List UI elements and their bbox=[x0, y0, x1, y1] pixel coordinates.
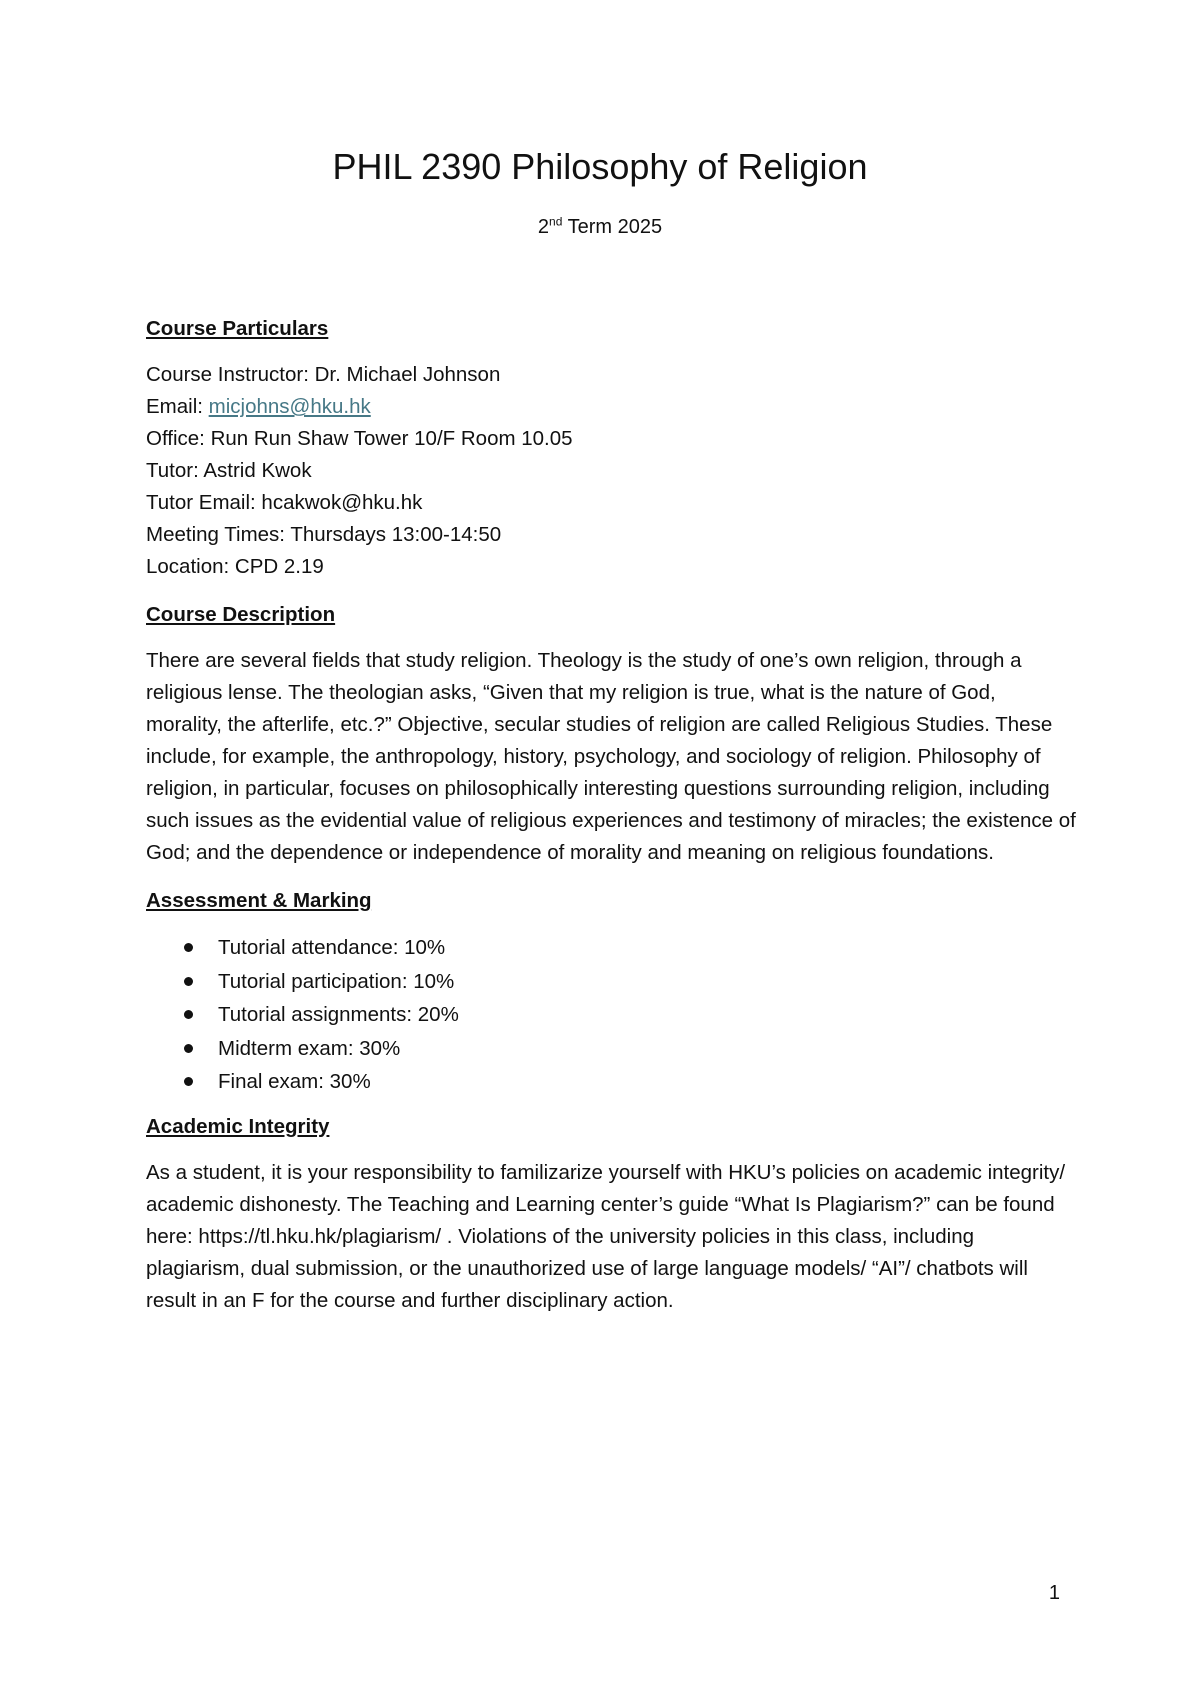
tutor-line: Tutor: Astrid Kwok bbox=[146, 459, 312, 482]
bullet-icon bbox=[184, 1044, 193, 1053]
course-description-heading: Course Description bbox=[146, 603, 336, 626]
document-title: PHIL 2390 Philosophy of Religion bbox=[332, 146, 868, 187]
bullet-icon bbox=[184, 1077, 193, 1086]
academic-integrity-heading: Academic Integrity bbox=[146, 1114, 330, 1138]
bullet-icon bbox=[184, 1010, 193, 1019]
list-item bbox=[184, 965, 1076, 999]
office-line: Office: Run Run Shaw Tower 10/F Room 10.05 bbox=[146, 427, 573, 450]
course-particulars-section bbox=[146, 313, 1076, 583]
assessment-item-label: Tutorial attendance: 10% bbox=[218, 936, 446, 959]
assessment-item-label: Midterm exam: 30% bbox=[218, 1036, 401, 1060]
assessment-list bbox=[146, 931, 1076, 1099]
instructor-email-link[interactable]: micjohns@hku.hk bbox=[208, 395, 371, 418]
assessment-item-label: Tutorial assignments: 20% bbox=[218, 1003, 459, 1026]
course-particulars-heading: Course Particulars bbox=[146, 317, 329, 340]
assessment-section bbox=[146, 885, 1076, 1099]
page-number: 1 bbox=[1048, 1582, 1060, 1604]
document-body bbox=[146, 313, 1076, 1333]
email-line bbox=[146, 391, 1076, 423]
bullet-icon bbox=[184, 943, 193, 952]
course-description-section bbox=[146, 599, 1076, 869]
list-item bbox=[184, 1032, 1076, 1066]
tutor-email-line: Tutor Email: hcakwok@hku.hk bbox=[146, 491, 423, 514]
term-ordinal: 2 bbox=[537, 216, 550, 238]
meeting-times-line: Meeting Times: Thursdays 13:00-14:50 bbox=[146, 523, 502, 546]
instructor-line: Course Instructor: Dr. Michael Johnson bbox=[146, 363, 501, 386]
term-ordinal-suffix: nd bbox=[549, 214, 563, 229]
term-rest: Term 2025 bbox=[562, 216, 663, 238]
list-item bbox=[184, 998, 1076, 1032]
list-item bbox=[184, 931, 1076, 965]
academic-integrity-text: As a student, it is your responsibility to familizarize yourself with HKU’s policies on academic integrity/ academic dishonesty. The Teaching and Learning center’s guide “What Is Plagiarism?” can be found here: https://tl.hku.hk/plagiarism/ . Violations of the university policies in this class, including plagiarism, dual submission, or the unauthorized use of large language models/ “AI”/ chatbots will result in an F for the course and further disciplinary action. bbox=[146, 1160, 1066, 1312]
academic-integrity-section bbox=[146, 1111, 1076, 1317]
course-particulars-list bbox=[146, 359, 1076, 583]
bullet-icon bbox=[184, 977, 193, 986]
assessment-item-label: Tutorial participation: 10% bbox=[218, 969, 455, 993]
course-description-text: There are several fields that study religion. Theology is the study of one’s own religion, through a religious lense. The theologian asks, “Given that my religion is true, what is the nature of God, morality, the afterlife, etc.?” Objective, secular studies of religion are called Religious Studies. These include, for example, the anthropology, history, psychology, and sociology of religion. Philosophy of religion, in particular, focuses on philosophically interesting questions surrounding religion, including such issues as the evidential value of religious experiences and testimony of miracles; the existence of God; and the dependence or independence of morality and meaning on religious foundations. bbox=[146, 649, 1076, 864]
location-line: Location: CPD 2.19 bbox=[146, 555, 324, 578]
email-label: Email: bbox=[146, 395, 209, 418]
list-item bbox=[184, 1065, 1076, 1099]
term-subtitle bbox=[0, 216, 1200, 239]
assessment-heading: Assessment & Marking bbox=[146, 889, 372, 912]
assessment-item-label: Final exam: 30% bbox=[218, 1070, 371, 1093]
